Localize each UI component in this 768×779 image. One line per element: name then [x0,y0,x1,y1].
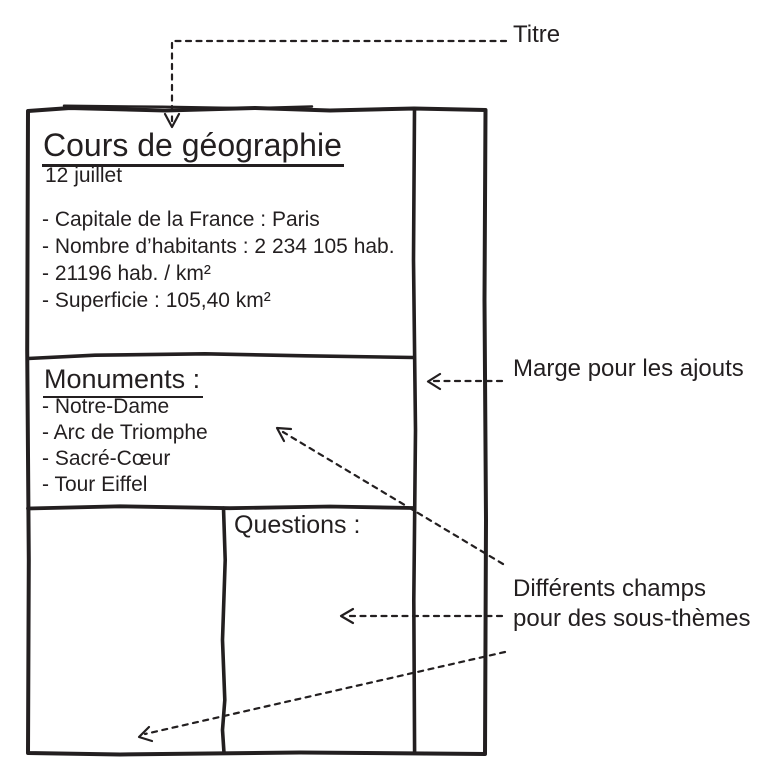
monuments-list [42,394,208,498]
fact-item: - Nombre d’habitants : 2 234 105 hab. [42,235,395,258]
section-divider-top [28,354,413,359]
annotation-marge: Marge pour les ajouts [513,355,744,382]
facts-list [42,206,395,314]
annotation-fields-line1: Différents champs [513,575,706,602]
page-title [44,127,344,167]
fields-arrow-questions [341,609,502,623]
monument-item: - Sacré-Cœur [42,447,171,470]
monuments-heading-text: Monuments : [43,364,203,398]
monument-item: - Notre-Dame [42,395,170,418]
monuments-heading [44,364,203,398]
annotation-fields [513,574,750,634]
section-divider-bottom [28,506,413,508]
margin-line [414,110,416,753]
annotation-titre: Titre [513,21,561,48]
titre-arrow [165,41,506,127]
monument-item: - Arc de Triomphe [42,421,208,444]
monument-item: - Tour Eiffel [42,473,148,496]
marge-arrow [428,374,502,389]
fact-item: - Capitale de la France : Paris [42,208,320,231]
fields-arrow-monuments [277,428,503,564]
fact-item: - Superficie : 105,40 km² [42,289,271,312]
annotation-fields-line2: pour des sous-thèmes [513,605,751,632]
fact-item: - 21196 hab. / km² [42,262,211,285]
page-title-text: Cours de géographie [42,127,344,167]
fields-arrow-left-column [139,652,505,741]
questions-label: Questions : [234,511,361,539]
page-date: 12 juillet [45,164,123,187]
